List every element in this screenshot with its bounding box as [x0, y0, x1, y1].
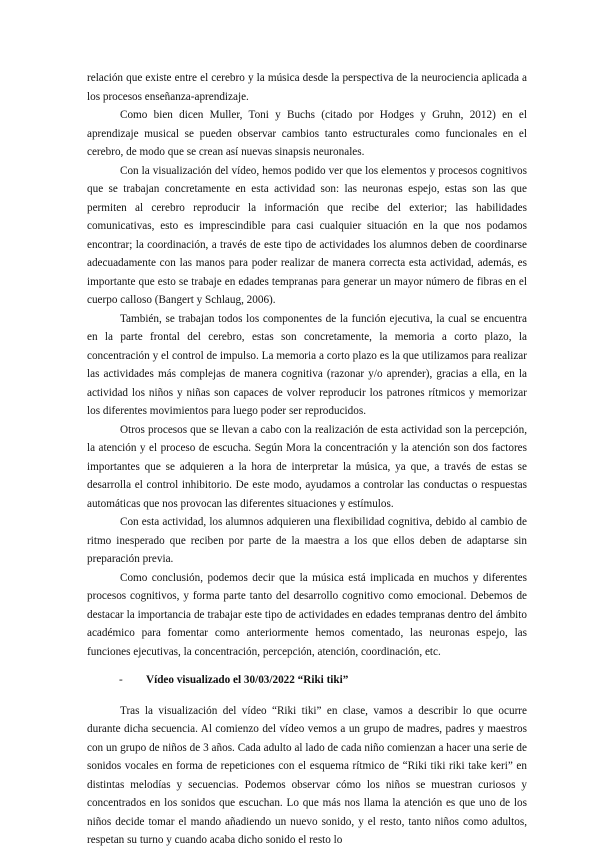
section-heading [119, 671, 527, 690]
paragraph-muller-citation: Como bien dicen Muller, Toni y Buchs (citado por Hodges y Gruhn, 2012) en el aprendizaje musical se pueden observar cambios tanto estructurales como funcionales en el cerebro, de modo que se crean así nuevas sinapsis neuronales. [87, 109, 527, 158]
paragraph-conclusion: Como conclusión, podemos decir que la música está implicada en muchos y diferentes procesos cognitivos, y forma parte tanto del desarrollo cognitivo como emocional. Debemos de destacar la importancia de trabajar este tipo de actividades en edades tempranas dentro del ámbito académico para fomentar como anteriormente hemos comentado, las neuronas espejo, las funciones ejecutivas, la concentración, percepción, atención, coordinación, etc. [87, 571, 527, 658]
heading-bullet: - [119, 674, 123, 686]
heading-text: Vídeo visualizado el 30/03/2022 “Riki tiki” [146, 674, 349, 686]
paragraph-riki-tiki-description: Tras la visualización del vídeo “Riki tiki” en clase, vamos a describir lo que ocurre durante dicha secuencia. Al comienzo del vídeo vemos a un grupo de madres, padres y maestros con un grupo de niños de 3 años. Cada adulto al lado de cada niño comienzan a hacer una serie de sonidos vocales en forma de repeticiones con el esquema rítmico de “Riki tiki riki take keri” en distintas melodías y secuencias. Podemos observar cómo los niños se muestran curiosos y concentrados en los sonidos que escuchan. Lo que más nos llama la atención es que uno de los niños decide tomar el mando añadiendo un nuevo sonido, y el resto, tanto niños como adultos, respetan su turno y cuando acaba dicho sonido el resto lo [87, 704, 527, 846]
document-body [87, 69, 527, 850]
paragraph-continuation: relación que existe entre el cerebro y la música desde la perspectiva de la neurociencia aplicada a los procesos enseñanza-aprendizaje. [87, 72, 527, 103]
paragraph-executive-function: También, se trabajan todos los componentes de la función ejecutiva, la cual se encuentra en la parte frontal del cerebro, estas son concretamente, la memoria a corto plazo, la concentración y el control de impulso. La memoria a corto plazo es la que utilizamos para realizar las actividades más complejas de manera cognitiva (razonar y/o aprender), gracias a ella, en la actividad los niños y niñas son capaces de volver reproducir los patrones rítmicos y memorizar los diferentes movimientos para luego poder ser reproducidos. [87, 312, 527, 417]
paragraph-perception-attention: Otros procesos que se llevan a cabo con la realización de esta actividad son la percepción, la atención y el proceso de escucha. Según Mora la concentración y la atención son dos factores importantes que se adquieren a la hora de interpretar la música, ya que, a través de estas se desarrolla el control inhibitorio. De este modo, ayudamos a controlar las conductas o respuestas automáticas que nos provocan las diferentes situaciones y estímulos. [87, 423, 527, 510]
paragraph-cognitive-processes: Con la visualización del vídeo, hemos podido ver que los elementos y procesos cognitivos que se trabajan concretamente en esta actividad son: las neuronas espejo, estas son las que permiten al cerebro reproducir la información que recibe del exterior; las habilidades comunicativas, esto es imprescindible para casi cualquier situación en la que nos podamos encontrar; la coordinación, a través de este tipo de actividades los alumnos deben de coordinarse adecuadamente con las manos para poder realizar de manera correcta esta actividad, además, es importante que esto se trabaje en edades tempranas para generar un mayor número de fibras en el cuerpo calloso (Bangert y Schlaug, 2006). [87, 164, 527, 306]
paragraph-cognitive-flexibility: Con esta actividad, los alumnos adquieren una flexibilidad cognitiva, debido al cambio de ritmo inesperado que reciben por parte de la maestra a los que ellos deben de adaptarse sin preparación previa. [87, 516, 527, 565]
